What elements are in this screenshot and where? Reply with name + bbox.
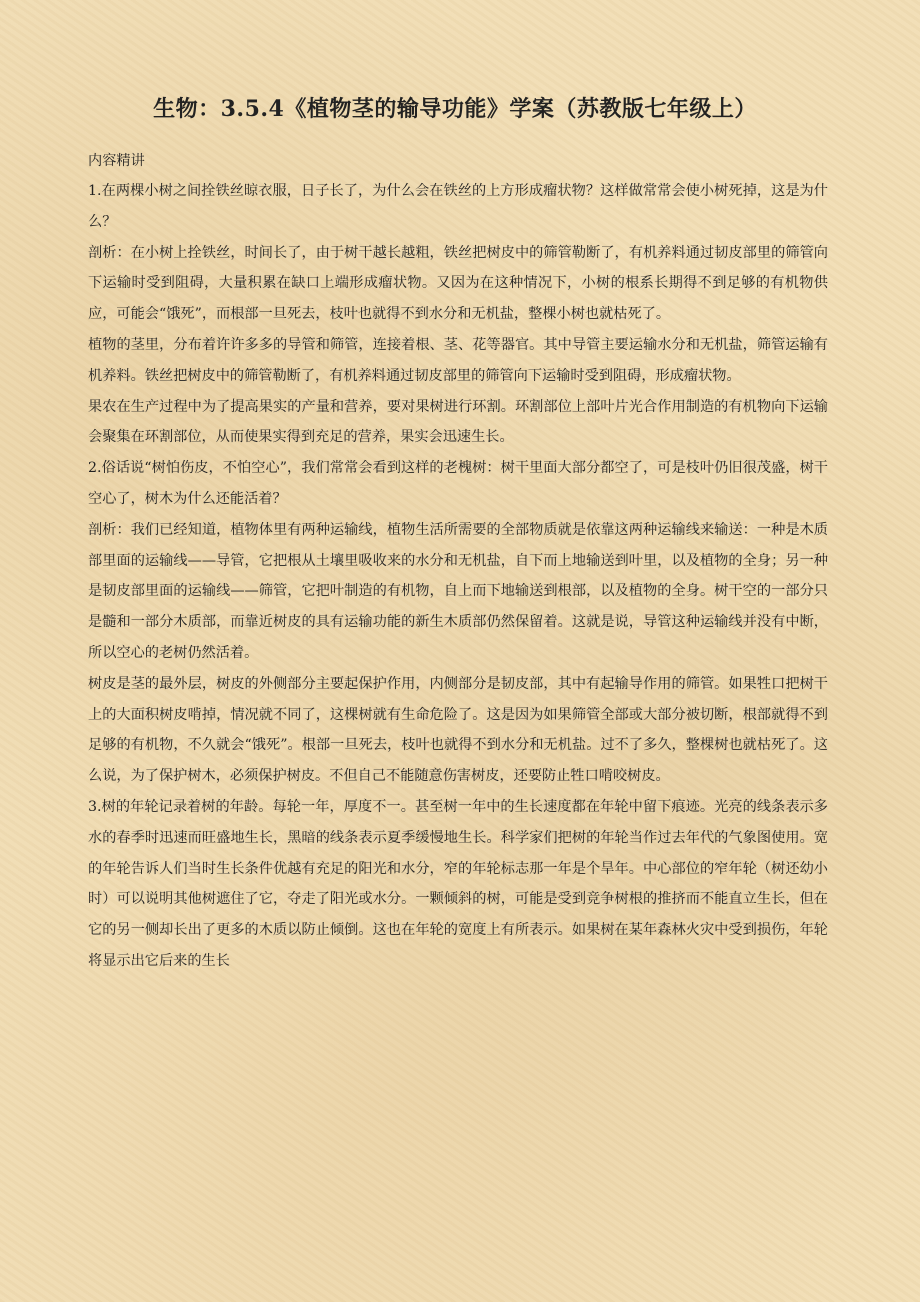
paragraph-q3-tree-rings: 3.树的年轮记录着树的年龄。每轮一年，厚度不一。甚至树一年中的生长速度都在年轮中留下痕迹。光亮的线条表示多水的春季时迅速而旺盛地生长，黑暗的线条表示夏季缓慢地生长。科学家们把树的年轮当作过去年代的气象图使用。宽的年轮告诉人们当时生长条件优越有充足的阳光和水分，窄的年轮标志那一年是个旱年。中心部位的窄年轮（树还幼小时）可以说明其他树遮住了它，夺走了阳光或水分。一颗倾斜的树，可能是受到竞争树根的推挤而不能直立生长，但在它的另一侧却长出了更多的木质以防止倾倒。这也在年轮的宽度上有所表示。如果树在某年森林火灾中受到损伤，年轮将显示出它后来的生长 (88, 798, 828, 969)
paragraph-q1: 1.在两棵小树之间拴铁丝晾衣服，日子长了，为什么会在铁丝的上方形成瘤状物？这样做常常会使小树死掉，这是为什么？ (88, 183, 828, 230)
paragraph-analysis-2: 剖析：我们已经知道，植物体里有两种运输线，植物生活所需要的全部物质就是依靠这两种运输线来输送：一种是木质部里面的运输线——导管，它把根从土壤里吸收来的水分和无机盐，自下而上地输送到叶里，以及植物的全身；另一种是韧皮部里面的运输线——筛管，它把叶制造的有机物，自上而下地输送到根部，以及植物的全身。树干空的一部分只是髓和一部分木质部，而靠近树皮的具有运输功能的新生木质部仍然保留着。这就是说，导管这种运输线并没有中断，所以空心的老树仍然活着。 (88, 521, 828, 661)
document-page (88, 94, 828, 977)
paragraph-analysis-1: 剖析：在小树上拴铁丝，时间长了，由于树干越长越粗，铁丝把树皮中的筛管勒断了，有机养料通过韧皮部里的筛管向下运输时受到阻碍，大量积累在缺口上端形成瘤状物。又因为在这种情况下，小树的根系长期得不到足够的有机物供应，可能会“饿死”，而根部一旦死去，枝叶也就得不到水分和无机盐，整棵小树也就枯死了。 (88, 244, 828, 323)
paragraph-bark: 树皮是茎的最外层，树皮的外侧部分主要起保护作用，内侧部分是韧皮部，其中有起输导作用的筛管。如果牲口把树干上的大面积树皮啃掉，情况就不同了，这棵树就有生命危险了。这是因为如果筛管全部或大部分被切断，根部就得不到足够的有机物，不久就会“饿死”。根部一旦死去，枝叶也就得不到水分和无机盐。过不了多久，整棵树也就枯死了。这么说，为了保护树木，必须保护树皮。不但自己不能随意伤害树皮，还要防止牲口啃咬树皮。 (88, 675, 828, 785)
document-title: 生物：3.5.4《植物茎的输导功能》学案（苏教版七年级上） (153, 96, 757, 122)
paragraph-stem-structure: 植物的茎里，分布着许许多多的导管和筛管，连接着根、茎、花等器官。其中导管主要运输水分和无机盐，筛管运输有机养料。铁丝把树皮中的筛管勒断了，有机养料通过韧皮部里的筛管向下运输时受到阻碍，形成瘤状物。 (88, 336, 828, 384)
section-heading: 内容精讲 (88, 153, 145, 169)
paragraph-q2: 2.俗话说“树怕伤皮，不怕空心”，我们常常会看到这样的老槐树：树干里面大部分都空了，可是枝叶仍旧很茂盛，树干空心了，树木为什么还能活着？ (88, 460, 828, 507)
paragraph-girdling: 果农在生产过程中为了提高果实的产量和营养，要对果树进行环割。环割部位上部叶片光合作用制造的有机物向下运输会聚集在环割部位，从而使果实得到充足的营养，果实会迅速生长。 (88, 398, 828, 446)
